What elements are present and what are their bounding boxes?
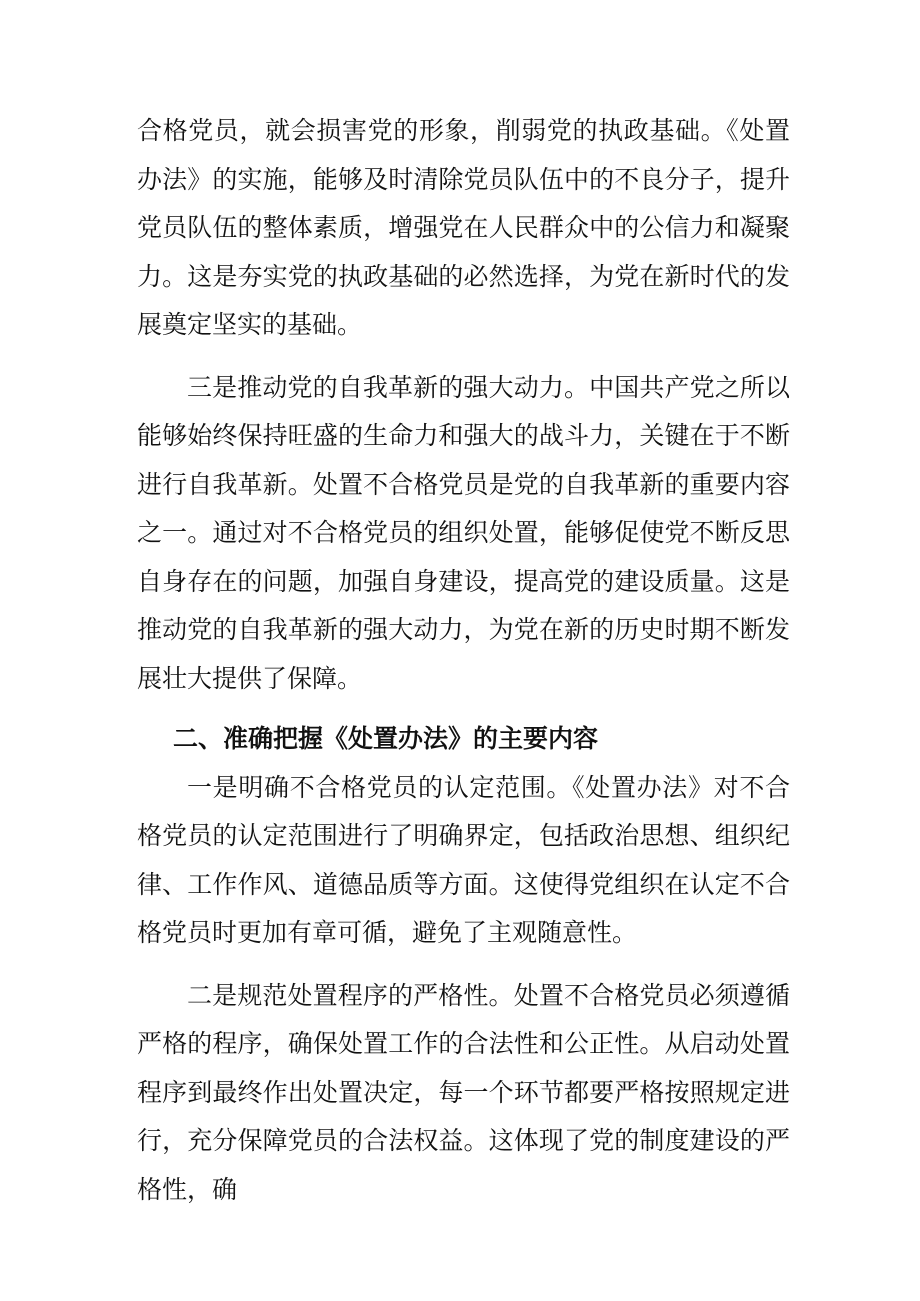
paragraph-first-content: 一是明确不合格党员的认定范围。《处置办法》对不合格党员的认定范围进行了明确界定，包括政治思想、组织纪律、工作作风、道德品质等方面。这使得党组织在认定不合格党员时更加有章可循，避免了主观随意性。 — [137, 772, 790, 947]
paragraph-continuation: 合格党员，就会损害党的形象，削弱党的执政基础。《处置办法》的实施，能够及时清除党员队伍中的不良分子，提升党员队伍的整体素质，增强党在人民群众中的公信力和凝聚力。这是夯实党的执政基础的必然选择，为党在新时代的发展奠定坚实的基础。 — [137, 116, 790, 339]
paragraph-second-content: 二是规范处置程序的严格性。处置不合格党员必须遵循严格的程序，确保处置工作的合法性和公正性。从启动处置程序到最终作出处置决定，每一个环节都要严格按照规定进行，充分保障党员的合法权益。这体现了党的制度建设的严格性，确 — [137, 980, 790, 1204]
paragraph-third-point: 三是推动党的自我革新的强大动力。中国共产党之所以能够始终保持旺盛的生命力和强大的战斗力，关键在于不断进行自我革新。处置不合格党员是党的自我革新的重要内容之一。通过对不合格党员的组织处置，能够促使党不断反思自身存在的问题，加强自身建设，提高党的建设质量。这是推动党的自我革新的强大动力，为党在新的历史时期不断发展壮大提供了保障。 — [137, 372, 790, 693]
section-heading: 二、准确把握《处置办法》的主要内容 — [173, 724, 599, 753]
